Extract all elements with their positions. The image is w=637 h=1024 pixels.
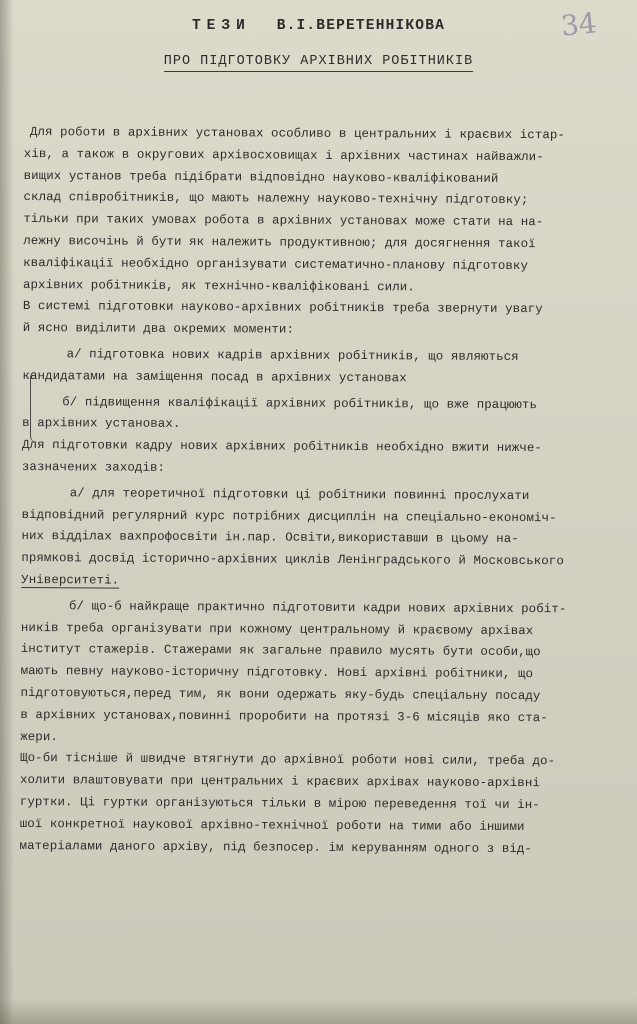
body-line: В системі підготовки науково-архівних робітників треба звернути увагу: [22, 299, 543, 317]
body-line: архівних робітників, як технічно-кваліфіковані сили.: [22, 277, 415, 294]
theses-title: ТЕЗИ: [191, 18, 251, 34]
body-line: кандидатами на заміщення посад в архівних установах: [22, 368, 407, 386]
author-name: В.І.ВЕРЕТЕННІКОВА: [276, 18, 446, 34]
body-line: підготовуються,перед тим, як вони одержать яку-будь спеціальну посаду: [20, 685, 541, 704]
body-line: а/ підготовка нових кадрів архівних робітників, що являються: [66, 347, 519, 364]
body-line: склад співробітників, що мають належну науково-технічну підготовку;: [23, 190, 529, 208]
body-line: а/ для теоретичної підготовки ці робітники повинні прослухати: [69, 486, 530, 503]
body-line: [21, 570, 617, 595]
page-edge-shadow: [0, 0, 14, 1024]
body-line: Що-би тісніше й швидче втягнути до архівної роботи нові сили, треба до-: [20, 751, 556, 769]
body-line: тільки при таких умовах робота в архівних установах може стати на на-: [23, 212, 544, 230]
body-line: Для підготовки кадру нових архівних робітників необхідно вжити нижче-: [21, 438, 543, 456]
body-line: відповідний регулярний курс потрібних дисциплін на спеціально-економіч-: [21, 507, 557, 525]
body-line: й ясно виділити два окремих моменти:: [22, 321, 295, 337]
body-line: гуртки. Ці гуртки організуються тільки в мірою переведення тої чи ін-: [19, 794, 540, 813]
document-heading: [0, 18, 637, 34]
body-line: вищих установ треба підібрати відповідно науково-кваліфікований: [23, 168, 499, 186]
page-bottom-shadow: [0, 998, 637, 1024]
body-line: кваліфікації необхідно організувати систематично-планову підготовку: [23, 255, 529, 273]
body-line: мають певну науково-історичну підготовку. Нові архівні робітники, що: [20, 664, 534, 682]
body-line: жери.: [20, 729, 58, 744]
body-line: ників треба організувати при кожному центральному й краєвому архівах: [20, 620, 534, 638]
body-line: в архівних установах.: [22, 416, 181, 432]
body-line: лежну височінь й бути як належить продуктивною; для досягнення такої: [23, 233, 536, 252]
document-body: [20, 122, 620, 861]
body-line: б/ підвищення кваліфікації архівних робітників, що вже працюють: [62, 394, 538, 412]
body-line: матеріалами даного архіву, під безпосер. ім керуванням одного з від-: [19, 838, 533, 856]
body-line: б/ що-б найкраще практично підготовити кадри нових архівних робіт-: [69, 599, 567, 617]
document-subtitle: [0, 54, 637, 69]
body-line: Для роботи в архівних установах особливо в центральних і краєвих істар-: [29, 125, 566, 143]
subtitle-text: ПРО ПІДГОТОВКУ АРХІВНИХ РОБІТНИКІВ: [164, 54, 473, 72]
underlined-text: Університеті.: [21, 572, 120, 588]
body-line: зазначених заходів:: [21, 459, 166, 475]
body-line: хів, а також в округових архівосховищах і архівних частинах найважли-: [23, 146, 544, 164]
body-line: них відділах вахпрофосвіти ін.пар. Освіти,використавши в цьому на-: [21, 529, 519, 547]
body-line: шої конкретної наукової архівно-технічної роботи на тими або іншими: [19, 816, 525, 834]
body-line: холити влаштовувати при центральних і краєвих архівах науково-архівні: [19, 773, 540, 791]
body-line: інститут стажерів. Стажерами як загальне правило мусять бути особи,що: [20, 642, 541, 660]
handwritten-page-number: 34: [559, 6, 599, 43]
body-line: в архівних установах,повинні проробити на протязі 3-6 місяців яко ста-: [20, 707, 548, 725]
body-line: прямкові досвід історично-архівних циклів Ленінградського й Московського: [21, 551, 564, 569]
